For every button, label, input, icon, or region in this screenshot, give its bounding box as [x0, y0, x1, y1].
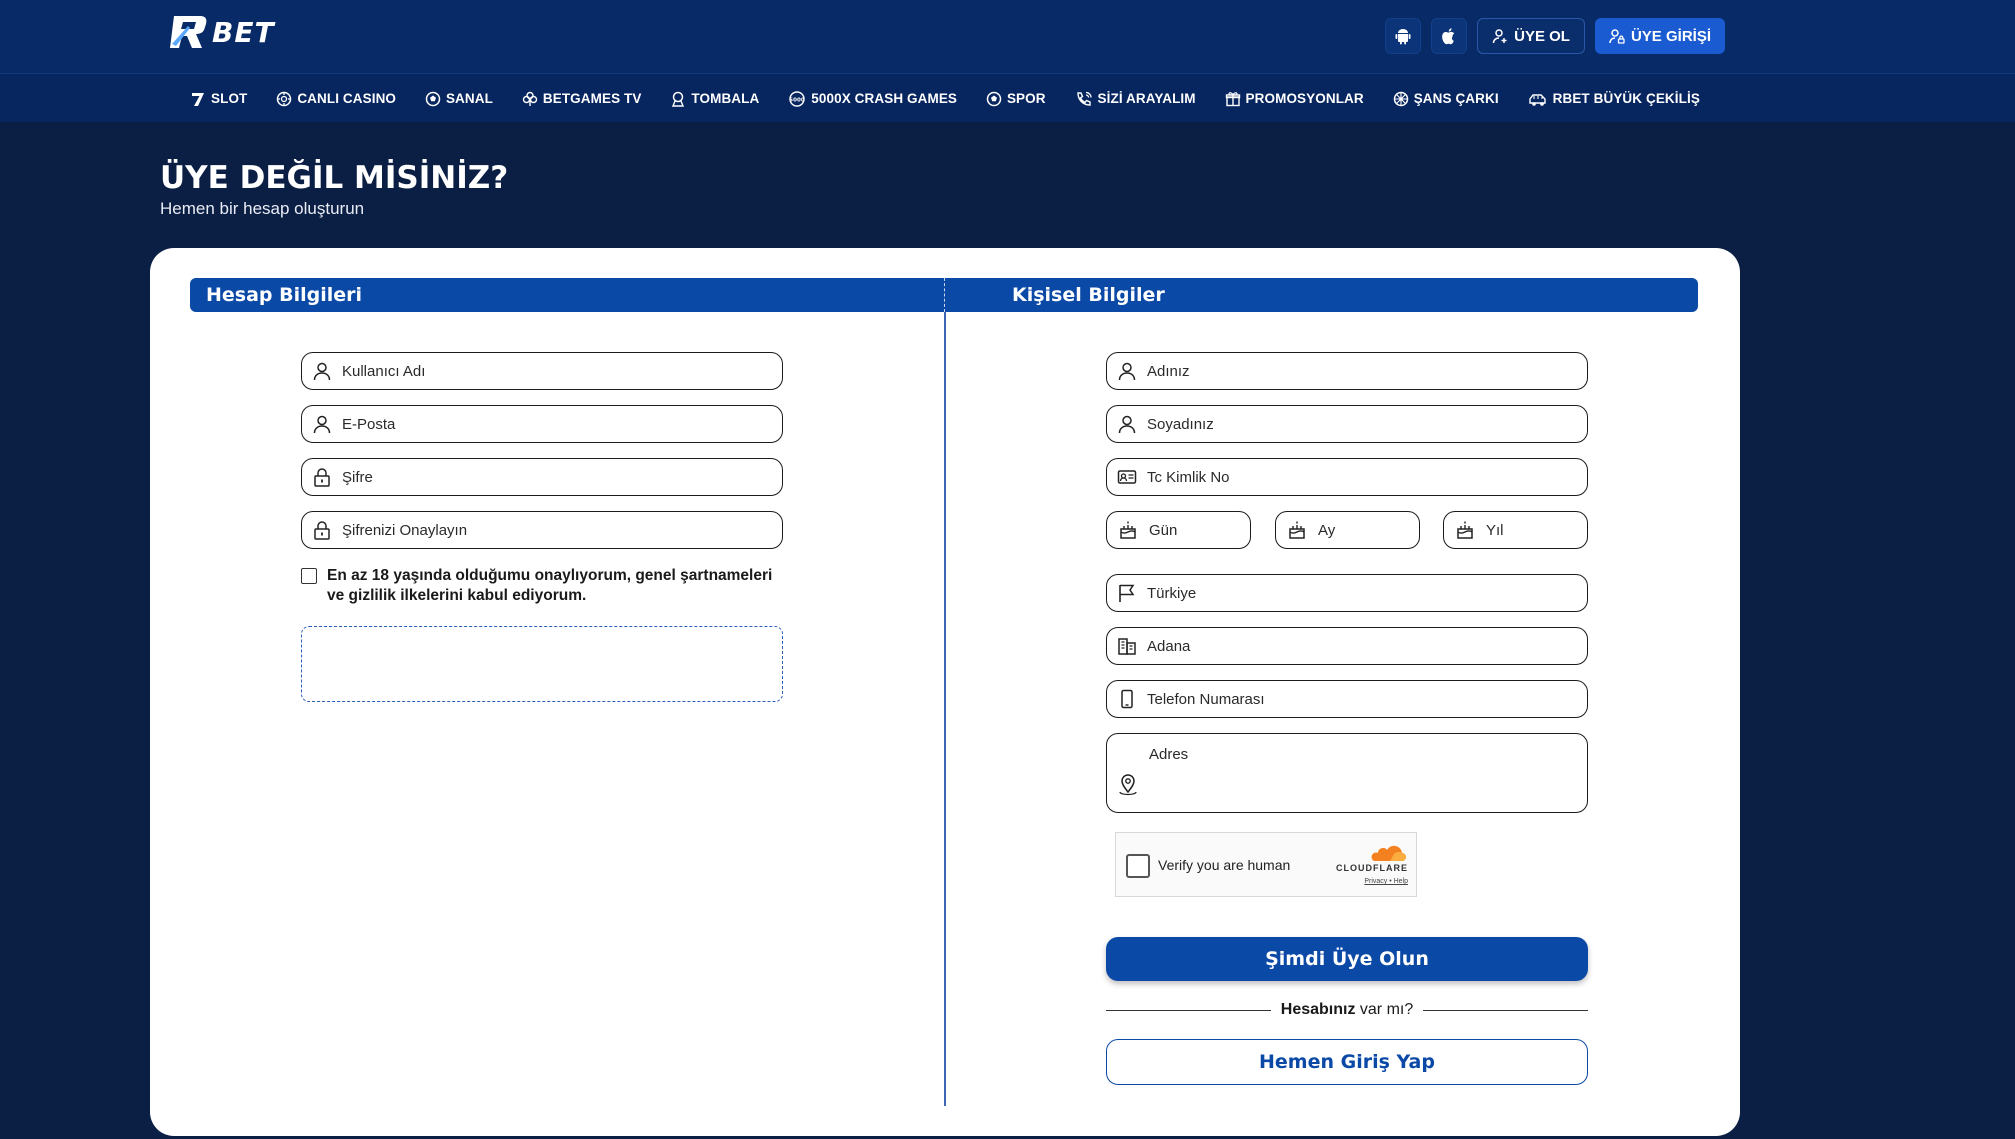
password-confirm-placeholder: Şifrenizi Onaylayın	[342, 521, 468, 539]
nav-item-sizi-arayalim[interactable]	[1075, 91, 1196, 107]
divider-line-left	[1106, 1010, 1271, 1011]
terms-row	[301, 566, 781, 606]
cake-icon	[1286, 519, 1308, 541]
user-plus-icon	[1492, 28, 1508, 44]
nav-item-label: TOMBALA	[691, 91, 760, 106]
building-icon	[1117, 636, 1137, 656]
cloudflare-captcha	[1115, 832, 1417, 897]
nav-item-label: BETGAMES TV	[542, 91, 642, 106]
birth-day-placeholder: Gün	[1149, 521, 1178, 539]
wheel-icon	[1393, 91, 1409, 107]
nav-item-canli-casino[interactable]	[276, 91, 396, 107]
coin-icon	[788, 91, 806, 107]
chip-icon	[276, 91, 292, 107]
seven-icon	[190, 91, 206, 107]
address-field[interactable]	[1106, 733, 1588, 813]
nav-item-spor[interactable]	[986, 91, 1046, 107]
user-lock-icon	[1609, 28, 1625, 44]
captcha-placeholder-box	[301, 626, 783, 702]
lock-icon	[312, 520, 332, 540]
user-icon	[1117, 361, 1137, 381]
user-icon	[312, 414, 332, 434]
mobile-phone-icon	[1117, 689, 1137, 709]
username-placeholder: Kullanıcı Adı	[342, 362, 426, 380]
page-title: ÜYE DEĞİL MİSİNİZ?	[160, 160, 509, 196]
first-name-field[interactable]	[1106, 352, 1588, 390]
tc-id-field[interactable]	[1106, 458, 1588, 496]
top-header	[0, 0, 2015, 73]
account-section-title: Hesap Bilgileri	[206, 284, 363, 306]
nav-item-label: PROMOSYONLAR	[1245, 91, 1364, 106]
birth-month-field[interactable]	[1275, 511, 1420, 549]
email-placeholder: E-Posta	[342, 415, 396, 433]
terms-text: En az 18 yaşında olduğumu onaylıyorum, genel şartnameleri ve gizlilik ilkelerini kabul ediyorum.	[327, 567, 773, 604]
nav-item-sanal[interactable]	[425, 91, 493, 107]
soccer-ball-icon	[986, 91, 1002, 107]
login-button[interactable]	[1595, 18, 1725, 54]
nav-item-label: ŞANS ÇARKI	[1413, 91, 1499, 106]
main-nav	[0, 73, 2015, 122]
logo-mark-icon	[168, 14, 210, 50]
nav-item-label: CANLI CASINO	[297, 91, 397, 106]
cloudflare-links[interactable]: Privacy • Help	[1364, 878, 1408, 885]
header-actions	[1385, 18, 1725, 54]
last-name-placeholder: Soyadınız	[1147, 415, 1214, 433]
login-now-button[interactable]: Hemen Giriş Yap	[1106, 1039, 1588, 1085]
email-field[interactable]	[301, 405, 783, 443]
user-icon	[1117, 414, 1137, 434]
nav-item-label: 5000X CRASH GAMES	[811, 91, 958, 106]
nav-item-betgames-tv[interactable]	[522, 91, 642, 107]
nav-item-sans-carki[interactable]	[1393, 91, 1499, 107]
country-select[interactable]	[1106, 574, 1588, 612]
birth-year-field[interactable]	[1443, 511, 1588, 549]
registration-card	[150, 248, 1740, 1136]
id-card-icon	[1117, 467, 1137, 487]
cake-icon	[1454, 519, 1476, 541]
nav-item-label: SLOT	[211, 91, 248, 106]
ball-icon	[425, 91, 441, 107]
last-name-field[interactable]	[1106, 405, 1588, 443]
have-account-rest: var mı?	[1355, 1001, 1414, 1018]
svg-text:5000: 5000	[789, 97, 806, 103]
ios-app-button[interactable]	[1431, 18, 1467, 54]
phone-icon	[1075, 91, 1093, 107]
have-account-divider	[1106, 998, 1588, 1022]
register-button-label: ÜYE OL	[1514, 27, 1570, 45]
location-pin-icon	[1117, 772, 1139, 796]
personal-section-title: Kişisel Bilgiler	[1012, 284, 1165, 306]
have-account-text	[1281, 1001, 1413, 1019]
apple-icon	[1440, 27, 1458, 45]
country-value: Türkiye	[1147, 584, 1197, 602]
logo-text: BET	[212, 15, 275, 49]
nav-item-promosyonlar[interactable]	[1225, 91, 1364, 107]
city-value: Adana	[1147, 637, 1191, 655]
section-divider-top	[944, 278, 945, 312]
android-app-button[interactable]	[1385, 18, 1421, 54]
ticket-icon	[670, 91, 686, 107]
divider-line-right	[1423, 1010, 1588, 1011]
nav-item-tombala[interactable]	[670, 91, 759, 107]
login-button-label: ÜYE GİRİŞİ	[1630, 27, 1711, 45]
birth-month-placeholder: Ay	[1318, 521, 1336, 539]
verify-human-text: Verify you are human	[1158, 857, 1291, 873]
birth-year-placeholder: Yıl	[1486, 521, 1504, 539]
username-field[interactable]	[301, 352, 783, 390]
password-confirm-field[interactable]	[301, 511, 783, 549]
cake-icon	[1117, 519, 1139, 541]
user-icon	[312, 361, 332, 381]
nav-item-slot[interactable]	[190, 91, 247, 107]
brand-logo[interactable]	[168, 14, 275, 50]
nav-item-label: SİZİ ARAYALIM	[1097, 91, 1196, 106]
phone-placeholder: Telefon Numarası	[1147, 690, 1265, 708]
nav-item-rbet-buyuk-cekilis[interactable]	[1528, 91, 1700, 107]
password-field[interactable]	[301, 458, 783, 496]
car-icon	[1528, 91, 1548, 107]
nav-item-crash-games[interactable]	[788, 91, 957, 107]
nav-item-label: SPOR	[1006, 91, 1046, 106]
have-account-bold: Hesabınız	[1280, 1001, 1356, 1018]
nav-item-label: SANAL	[445, 91, 493, 106]
lock-icon	[312, 467, 332, 487]
tc-id-placeholder: Tc Kimlik No	[1147, 468, 1230, 486]
submit-register-button[interactable]: Şimdi Üye Olun	[1106, 937, 1588, 981]
section-divider	[944, 312, 946, 1106]
password-placeholder: Şifre	[342, 468, 373, 486]
register-button[interactable]	[1477, 18, 1585, 54]
page-subtitle: Hemen bir hesap oluşturun	[160, 199, 365, 218]
cloudflare-brand: CLOUDFLARE	[1336, 863, 1408, 873]
gift-icon	[1225, 91, 1241, 107]
address-placeholder: Adres	[1149, 746, 1189, 763]
verify-human-checkbox[interactable]	[1126, 854, 1150, 878]
clover-icon	[522, 91, 538, 107]
first-name-placeholder: Adınız	[1147, 362, 1190, 380]
terms-checkbox[interactable]	[301, 568, 317, 584]
city-select[interactable]	[1106, 627, 1588, 665]
nav-item-label: RBET BÜYÜK ÇEKİLİŞ	[1552, 91, 1700, 106]
cloudflare-cloud-icon	[1368, 843, 1406, 863]
phone-field[interactable]	[1106, 680, 1588, 718]
android-icon	[1394, 27, 1412, 45]
birth-day-field[interactable]	[1106, 511, 1251, 549]
flag-icon	[1117, 583, 1137, 603]
